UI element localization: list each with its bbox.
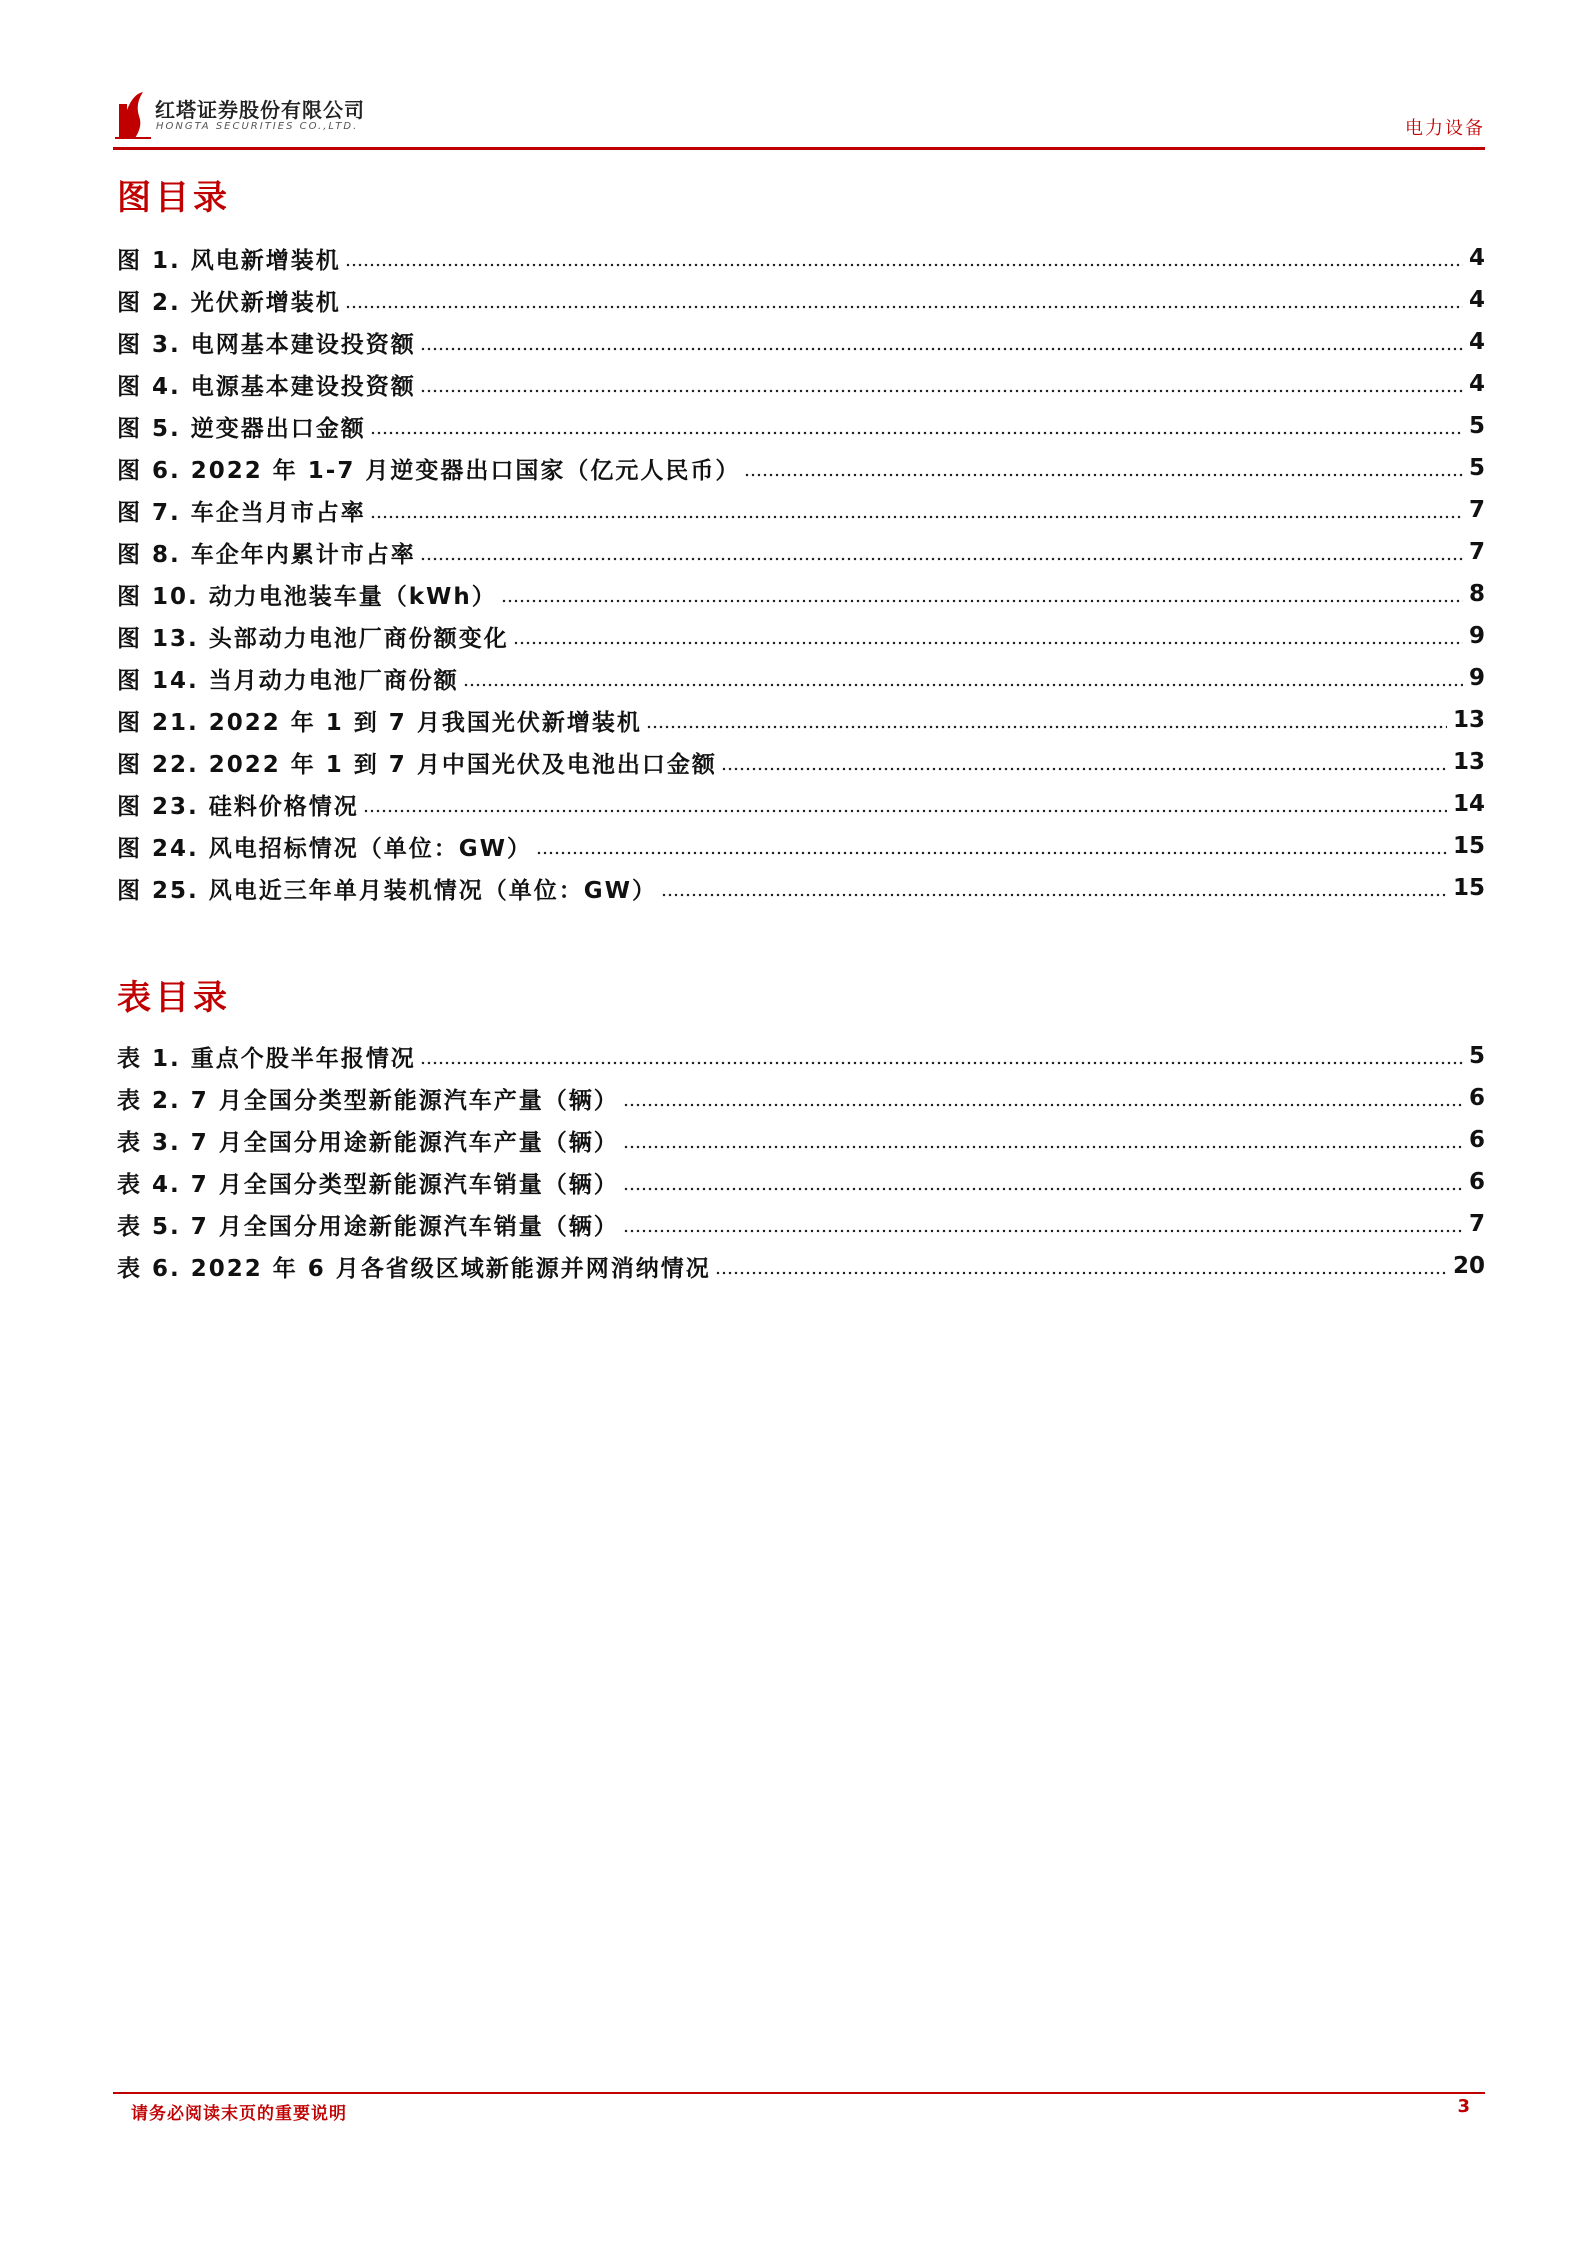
figure-toc-entry[interactable] <box>117 825 1485 867</box>
dot-leader <box>513 641 1463 645</box>
toc-entry-page: 14 <box>1452 791 1485 817</box>
toc-entry-page: 4 <box>1468 329 1485 355</box>
dot-leader <box>345 263 1463 267</box>
figure-toc-entry[interactable] <box>117 447 1485 489</box>
dot-leader <box>463 683 1463 687</box>
figure-toc-entry[interactable] <box>117 489 1485 531</box>
toc-entry-label: 图 4. 电源基本建设投资额 <box>117 373 416 400</box>
toc-entry-page: 8 <box>1468 581 1485 607</box>
dot-leader <box>623 1187 1463 1191</box>
toc-entry-page: 9 <box>1468 665 1485 691</box>
table-toc-entry[interactable] <box>117 1035 1485 1077</box>
dot-leader <box>345 305 1463 309</box>
hongta-logo-icon <box>113 90 153 140</box>
table-toc-entry[interactable] <box>117 1119 1485 1161</box>
table-toc-entry[interactable] <box>117 1077 1485 1119</box>
table-toc-entry[interactable] <box>117 1245 1485 1287</box>
toc-entry-page: 4 <box>1468 245 1485 271</box>
footer-disclaimer-note: 请务必阅读末页的重要说明 <box>131 2104 347 2124</box>
figure-toc-entry[interactable] <box>117 279 1485 321</box>
figure-toc-entry[interactable] <box>117 573 1485 615</box>
table-toc-entry[interactable] <box>117 1161 1485 1203</box>
toc-entry-label: 图 2. 光伏新增装机 <box>117 289 341 316</box>
toc-entry-label: 图 25. 风电近三年单月装机情况（单位：GW） <box>117 877 658 904</box>
figures-section-title: 图目录 <box>117 178 231 218</box>
company-name-en: HONGTA SECURITIES CO.,LTD. <box>156 121 359 132</box>
toc-entry-page: 7 <box>1468 497 1485 523</box>
figure-toc-entry[interactable] <box>117 867 1485 909</box>
toc-entry-label: 图 24. 风电招标情况（单位：GW） <box>117 835 533 862</box>
toc-entry-label: 图 1. 风电新增装机 <box>117 247 341 274</box>
figure-toc-entry[interactable] <box>117 321 1485 363</box>
toc-entry-label: 图 10. 动力电池装车量（kWh） <box>117 583 497 610</box>
toc-entry-label: 图 22. 2022 年 1 到 7 月中国光伏及电池出口金额 <box>117 751 717 778</box>
dot-leader <box>623 1145 1463 1149</box>
dot-leader <box>420 389 1463 393</box>
tables-section-title: 表目录 <box>117 978 231 1018</box>
toc-entry-label: 图 6. 2022 年 1-7 月逆变器出口国家（亿元人民币） <box>117 457 741 484</box>
dot-leader <box>420 557 1463 561</box>
dot-leader <box>646 725 1447 729</box>
toc-entry-page: 20 <box>1452 1253 1485 1279</box>
toc-entry-label: 表 6. 2022 年 6 月各省级区域新能源并网消纳情况 <box>117 1255 711 1282</box>
figure-toc-entry[interactable] <box>117 741 1485 783</box>
toc-entry-page: 7 <box>1468 1211 1485 1237</box>
footer-divider <box>113 2092 1485 2094</box>
figure-toc-entry[interactable] <box>117 783 1485 825</box>
toc-entry-page: 4 <box>1468 287 1485 313</box>
toc-entry-page: 7 <box>1468 539 1485 565</box>
page-header <box>113 88 1485 144</box>
toc-entry-label: 表 1. 重点个股半年报情况 <box>117 1045 416 1072</box>
toc-entry-page: 6 <box>1468 1085 1485 1111</box>
dot-leader <box>721 767 1447 771</box>
dot-leader <box>370 431 1463 435</box>
dot-leader <box>370 515 1463 519</box>
report-sector: 电力设备 <box>1405 118 1485 139</box>
toc-entry-page: 4 <box>1468 371 1485 397</box>
figure-toc-entry[interactable] <box>117 699 1485 741</box>
company-name-cn: 红塔证券股份有限公司 <box>155 98 365 122</box>
toc-entry-label: 表 5. 7 月全国分用途新能源汽车销量（辆） <box>117 1213 619 1240</box>
toc-entry-page: 6 <box>1468 1127 1485 1153</box>
toc-entry-label: 表 3. 7 月全国分用途新能源汽车产量（辆） <box>117 1129 619 1156</box>
tables-toc-list <box>117 1035 1485 1287</box>
toc-entry-page: 13 <box>1452 707 1485 733</box>
toc-entry-page: 6 <box>1468 1169 1485 1195</box>
dot-leader <box>623 1103 1463 1107</box>
toc-entry-label: 图 5. 逆变器出口金额 <box>117 415 366 442</box>
figure-toc-entry[interactable] <box>117 237 1485 279</box>
figure-toc-entry[interactable] <box>117 615 1485 657</box>
dot-leader <box>420 347 1463 351</box>
toc-entry-label: 图 21. 2022 年 1 到 7 月我国光伏新增装机 <box>117 709 642 736</box>
dot-leader <box>501 599 1463 603</box>
toc-entry-label: 图 14. 当月动力电池厂商份额 <box>117 667 459 694</box>
toc-entry-label: 图 7. 车企当月市占率 <box>117 499 366 526</box>
dot-leader <box>715 1271 1447 1275</box>
figures-toc-list <box>117 237 1485 909</box>
toc-entry-page: 5 <box>1468 1043 1485 1069</box>
figure-toc-entry[interactable] <box>117 363 1485 405</box>
toc-entry-page: 13 <box>1452 749 1485 775</box>
toc-entry-label: 图 3. 电网基本建设投资额 <box>117 331 416 358</box>
toc-entry-page: 15 <box>1452 833 1485 859</box>
dot-leader <box>420 1061 1463 1065</box>
table-toc-entry[interactable] <box>117 1203 1485 1245</box>
toc-entry-label: 图 8. 车企年内累计市占率 <box>117 541 416 568</box>
toc-entry-page: 5 <box>1468 455 1485 481</box>
dot-leader <box>536 851 1447 855</box>
toc-entry-page: 9 <box>1468 623 1485 649</box>
figure-toc-entry[interactable] <box>117 531 1485 573</box>
toc-entry-label: 表 4. 7 月全国分类型新能源汽车销量（辆） <box>117 1171 619 1198</box>
dot-leader <box>744 473 1463 477</box>
header-divider <box>113 147 1485 150</box>
toc-entry-label: 图 13. 头部动力电池厂商份额变化 <box>117 625 509 652</box>
toc-entry-label: 表 2. 7 月全国分类型新能源汽车产量（辆） <box>117 1087 619 1114</box>
dot-leader <box>363 809 1447 813</box>
figure-toc-entry[interactable] <box>117 657 1485 699</box>
dot-leader <box>661 893 1447 897</box>
toc-entry-page: 15 <box>1452 875 1485 901</box>
company-logo <box>113 88 373 144</box>
dot-leader <box>623 1229 1463 1233</box>
page-number: 3 <box>1457 2096 1470 2117</box>
figure-toc-entry[interactable] <box>117 405 1485 447</box>
toc-entry-page: 5 <box>1468 413 1485 439</box>
toc-entry-label: 图 23. 硅料价格情况 <box>117 793 359 820</box>
